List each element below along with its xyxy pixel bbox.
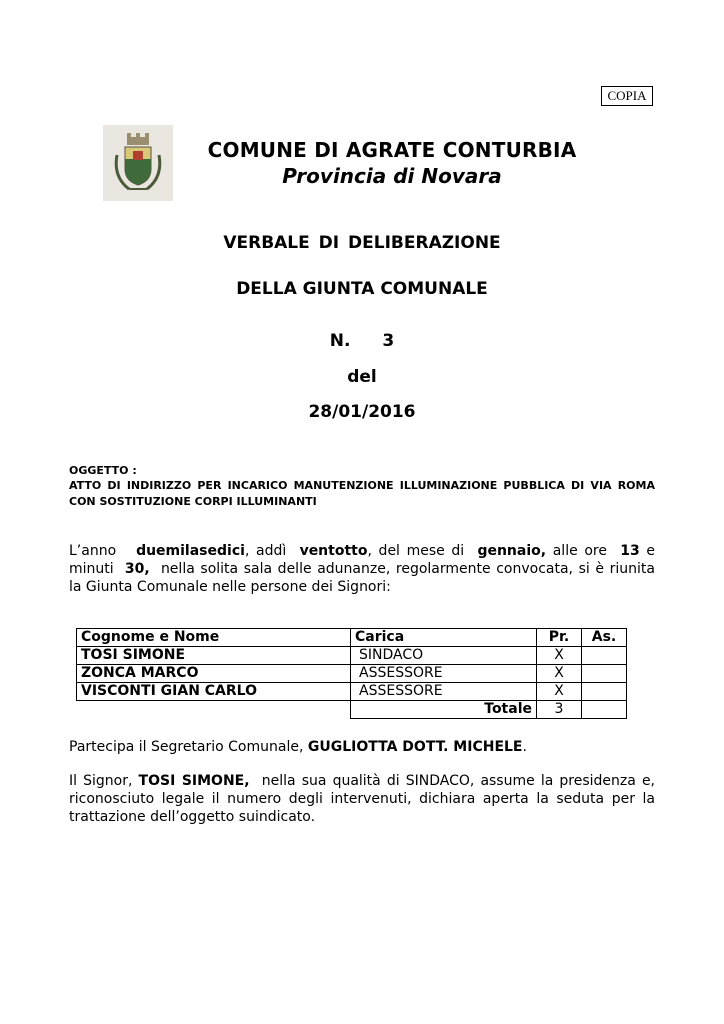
member-absent	[582, 683, 627, 701]
presenze-table	[76, 628, 627, 719]
apertura-text: , addì	[244, 543, 287, 559]
totale-spacer	[77, 701, 351, 719]
delibera-date: 28/01/2016	[308, 402, 416, 422]
del-label: del	[347, 367, 377, 387]
oggetto-label: OGGETTO :	[69, 464, 137, 477]
ore-value: 13	[620, 543, 640, 559]
header-nome: Cognome e Nome	[77, 629, 351, 647]
verbale-heading: VERBALE DI DELIBERAZIONE	[223, 233, 501, 253]
comune-title: COMUNE DI AGRATE CONTURBIA	[207, 138, 577, 162]
header-assenti: As.	[582, 629, 627, 647]
segretario-text: Partecipa il Segretario Comunale,	[69, 739, 304, 755]
table-row	[77, 665, 627, 683]
member-name: VISCONTI GIAN CARLO	[77, 683, 351, 701]
table-row	[77, 683, 627, 701]
apertura-text: nella solita sala delle adunanze, regolarmente convocata, si è riunita la Giunta Comunale nelle persone dei Signori:	[69, 561, 655, 595]
member-role: ASSESSORE	[351, 665, 537, 683]
apertura-text: e minuti	[69, 543, 655, 577]
member-role: SINDACO	[351, 647, 537, 665]
segretario-name: GUGLIOTTA DOTT. MICHELE	[307, 739, 523, 755]
totale-label: Totale	[351, 701, 537, 719]
number-value: 3	[382, 331, 395, 351]
member-role: ASSESSORE	[351, 683, 537, 701]
anno-value: duemilasedici	[136, 543, 245, 559]
segretario-paragraph	[69, 738, 655, 756]
provincia-subtitle: Provincia di Novara	[282, 164, 502, 188]
apertura-text: L’anno	[69, 543, 117, 559]
member-name: TOSI SIMONE	[77, 647, 351, 665]
number-label: N.	[329, 331, 351, 351]
member-present: X	[537, 665, 582, 683]
table-row	[77, 647, 627, 665]
table-header-row	[77, 629, 627, 647]
presidenza-paragraph	[69, 772, 655, 826]
apertura-paragraph	[69, 542, 655, 596]
minuti-value: 30,	[124, 561, 150, 577]
apertura-text: alle ore	[552, 543, 607, 559]
apertura-text: , del mese di	[367, 543, 465, 559]
copia-stamp: COPIA	[601, 86, 653, 106]
member-absent	[582, 647, 627, 665]
totale-presenti: 3	[537, 701, 582, 719]
oggetto-text: ATTO DI INDIRIZZO PER INCARICO MANUTENZIONE ILLUMINAZIONE PUBBLICA DI VIA ROMA CON SOSTITUZIONE CORPI ILLUMINANTI	[69, 479, 655, 508]
municipal-crest-icon	[103, 125, 173, 201]
mese-value: gennaio,	[477, 543, 547, 559]
member-present: X	[537, 647, 582, 665]
presidenza-text: Il Signor,	[69, 773, 133, 789]
header-carica: Carica	[351, 629, 537, 647]
giorno-value: ventotto	[299, 543, 368, 559]
member-name: ZONCA MARCO	[77, 665, 351, 683]
totale-row	[77, 701, 627, 719]
presidente-name: TOSI SIMONE,	[138, 773, 250, 789]
member-present: X	[537, 683, 582, 701]
presidenza-text: nella sua qualità di SINDACO, assume la presidenza e, riconosciuto legale il numero degli intervenuti, dichiara aperta la seduta per la trattazione dell’oggetto suindicato.	[69, 773, 656, 825]
header-presenti: Pr.	[537, 629, 582, 647]
member-absent	[582, 665, 627, 683]
delibera-number	[0, 331, 724, 351]
giunta-heading: DELLA GIUNTA COMUNALE	[236, 279, 488, 299]
totale-assenti	[582, 701, 627, 719]
segretario-text: .	[522, 739, 527, 755]
